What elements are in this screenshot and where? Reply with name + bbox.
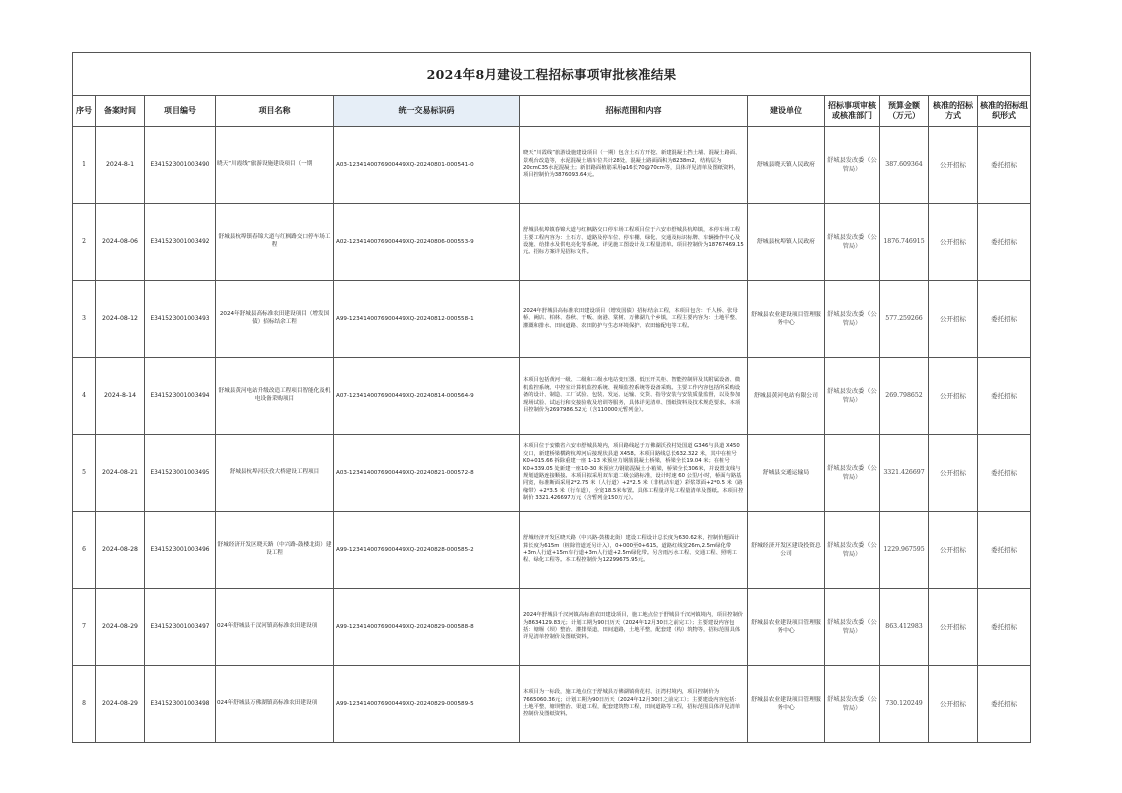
header-org: 核准的招标组织形式 (978, 96, 1031, 127)
row-org: 委托招标 (978, 204, 1031, 281)
page-title: 2024年8月建设工程招标事项审批核准结果 (73, 53, 1031, 96)
header-project-name: 项目名称 (216, 96, 334, 127)
row-scope: 本项目位于安徽省六安市舒城县境内，项目路线起于万佛湖沃孜村处国道 G346与县道 X450 交口，新建桥梁横跨杭埠河后接现状县道 X458。本项目路线总长632.322 米，其中在桩号 K0+015.66 拆除重建一座 1-13 米预应力钢筋混凝土桥梁，桥梁全长19.04 米；在桩号 K0+339.05 处新建一座10-30 米预应力钢筋混凝土小箱梁，桥梁全长306米，并设置支线与规划道路连接顺接。本项目拟采用双车道二级公路标准，设计时速 60 公里/小时，桥面与路基同宽，标准断面采用2*2.75 米（人行道）+2*2.5 米（非机动车道）彩浆罩面+2*0.5 米（路缘带）+2*3.5 米（行车道），全宽18.5米布置。具体工程量详见工程量清单及图纸。本项目控制价 3321.426697万元（含暂列金150万元）。 (520, 435, 748, 512)
row-date: 2024-08-28 (96, 512, 145, 589)
row-method: 公开招标 (929, 281, 978, 358)
table-body (73, 127, 1031, 743)
row-dept: 舒城县发改委（公管局） (825, 127, 880, 204)
header-scope: 招标范围和内容 (520, 96, 748, 127)
row-dept: 舒城县发改委（公管局） (825, 281, 880, 358)
header-unit: 建设单位 (748, 96, 825, 127)
table-row (73, 281, 1031, 358)
header-method: 核准的招标方式 (929, 96, 978, 127)
row-scope: 本项目包括黄河一级、二级和三级水电站变压器、低压开关柜、智能控制屏及其附属设备、微机监控系统、中控室计算机监控系统、视频监控系统等设备采购。主要工作内容包括所采购设备的设计、制造、工厂试验、包装、发运、运输、交货、指导安装与安装质量监督，以及参加现场试验、试运行和交接验收及培训等服务，具体详见清单、图纸资料及技术规范要求。本项目控制价为2697986.52元（含110000元暂列金）。 (520, 358, 748, 435)
row-no: 5 (73, 435, 96, 512)
row-unit: 舒城县农业建设项目管理服务中心 (748, 589, 825, 666)
table-row (73, 435, 1031, 512)
row-unit: 舒城县黄河电站有限公司 (748, 358, 825, 435)
header-dept: 招标事项审核或核准部门 (825, 96, 880, 127)
header-no: 序号 (73, 96, 96, 127)
row-project-name: 2024年舒城县高标准农田建设项目（增发国债）招标结余工程 (216, 281, 334, 358)
row-dept: 舒城县发改委（公管局） (825, 589, 880, 666)
row-method: 公开招标 (929, 589, 978, 666)
table-row (73, 512, 1031, 589)
header-amount: 预算金额（万元） (880, 96, 929, 127)
row-project-name: 024年舒城县万佛湖镇高标准农田建设项 (216, 666, 334, 743)
row-unit: 舒城县杭埠镇人民政府 (748, 204, 825, 281)
row-project-no: E341523001003495 (145, 435, 216, 512)
row-amount: 1876.746915 (880, 204, 929, 281)
row-project-no: E341523001003498 (145, 666, 216, 743)
header-date: 备案时间 (96, 96, 145, 127)
row-amount: 1229.967595 (880, 512, 929, 589)
row-trade-code: A03-1234140076900449XQ-20240821-000572-8 (334, 435, 520, 512)
row-project-no: E341523001003494 (145, 358, 216, 435)
row-date: 2024-08-29 (96, 589, 145, 666)
row-project-name: 舒城经济开发区晓天路（中兴路-鼓楼北街）建设工程 (216, 512, 334, 589)
table-row (73, 589, 1031, 666)
row-scope: 本项目为一标段，施工地点位于舒城县万佛湖镇荷花村、汪湾村境内，项目控制价为7665060.36元；计划工期为90日历天（2024年12月30日之前完工）；主要建设内容包括：土地平整，塘坝整治、渠道工程，配套建筑物工程，田间道路等工程，招标范围具体详见清单控制价及图纸资料。 (520, 666, 748, 743)
row-scope: 2024年舒城县高标准农田建设项目（增发国债）招标结余工程，本项目包含：千人桥、张母桥、阙店、柏林、春秋、干畈、南港、棠树、万佛湖九个乡镇，工程主要内容为：土地平整、灌溉和排水、田间道路、农田防护与生态环境保护、农田输配电等工程。 (520, 281, 748, 358)
row-date: 2024-08-06 (96, 204, 145, 281)
row-dept: 舒城县发改委（公管局） (825, 358, 880, 435)
row-method: 公开招标 (929, 358, 978, 435)
row-amount: 387.609364 (880, 127, 929, 204)
row-org: 委托招标 (978, 127, 1031, 204)
row-unit: 舒城县交通运输局 (748, 435, 825, 512)
row-amount: 863.412983 (880, 589, 929, 666)
row-org: 委托招标 (978, 358, 1031, 435)
row-project-no: E341523001003490 (145, 127, 216, 204)
row-method: 公开招标 (929, 435, 978, 512)
row-no: 1 (73, 127, 96, 204)
table-row (73, 666, 1031, 743)
row-org: 委托招标 (978, 666, 1031, 743)
row-project-name: 024年舒城县千汊河镇高标准农田建设项 (216, 589, 334, 666)
row-org: 委托招标 (978, 435, 1031, 512)
row-method: 公开招标 (929, 512, 978, 589)
row-method: 公开招标 (929, 127, 978, 204)
row-project-no: E341523001003492 (145, 204, 216, 281)
row-org: 委托招标 (978, 281, 1031, 358)
row-no: 2 (73, 204, 96, 281)
row-trade-code: A03-1234140076900449XQ-20240801-000541-0 (334, 127, 520, 204)
row-unit: 舒城县农业建设项目管理服务中心 (748, 281, 825, 358)
row-dept: 舒城县发改委（公管局） (825, 512, 880, 589)
row-method: 公开招标 (929, 666, 978, 743)
row-no: 7 (73, 589, 96, 666)
row-trade-code: A99-1234140076900449XQ-20240828-000585-2 (334, 512, 520, 589)
row-amount: 577.259266 (880, 281, 929, 358)
row-scope: 2024年舒城县千汊河镇高标准农田建设项目，施工地点位于舒城县千汊河镇境内，项目控制价为8634129.83元；计划工期为90日历天（2024年12月30日之前完工）；主要建设内容包括：塘堰（坝）整治、灌排渠道，田间道路，土地平整，配套建（构）筑物等，招标范围具体详见清单控制价及图纸资料。 (520, 589, 748, 666)
row-project-name: 舒城县黄河电站升级改造工程项目智能化及机电设备采购项目 (216, 358, 334, 435)
row-scope: 晓天“川霞线”旅游设施建设项目（一期）包含土石方开挖、新建混凝土挡土墙、混凝土路面、景观台改造等，水泥混凝土墙车位共计28处，混凝土路面面积为8238m2，结构层为20cmC35水泥混凝土；新旧路面植筋采用φ16长70@70cm等，具体详见清单及图纸资料，项目控制价为3876093.64元。 (520, 127, 748, 204)
row-date: 2024-8-14 (96, 358, 145, 435)
row-project-name: 舒城县杭埠河沃孜大桥建设工程项目 (216, 435, 334, 512)
row-org: 委托招标 (978, 512, 1031, 589)
row-amount: 730.120249 (880, 666, 929, 743)
row-unit: 舒城县晓天镇人民政府 (748, 127, 825, 204)
row-unit: 舒城县农业建设项目管理服务中心 (748, 666, 825, 743)
table-row (73, 204, 1031, 281)
row-project-name: 晓天“川霞线”旅游设施建设项目（一期 (216, 127, 334, 204)
row-trade-code: A99-1234140076900449XQ-20240829-000589-5 (334, 666, 520, 743)
table-row (73, 127, 1031, 204)
row-project-name: 舒城县杭埠镇春锦大道与红枫路交口停车场工程 (216, 204, 334, 281)
row-project-no: E341523001003497 (145, 589, 216, 666)
row-dept: 舒城县发改委（公管局） (825, 435, 880, 512)
row-date: 2024-8-1 (96, 127, 145, 204)
row-amount: 269.798652 (880, 358, 929, 435)
row-unit: 舒城经济开发区建设投资总公司 (748, 512, 825, 589)
row-date: 2024-08-12 (96, 281, 145, 358)
row-trade-code: A99-1234140076900449XQ-20240829-000588-8 (334, 589, 520, 666)
approval-results-table (72, 52, 1031, 743)
table-row (73, 358, 1031, 435)
row-dept: 舒城县发改委（公管局） (825, 204, 880, 281)
row-org: 委托招标 (978, 589, 1031, 666)
row-no: 4 (73, 358, 96, 435)
header-trade-code: 统一交易标识码 (334, 96, 520, 127)
row-no: 8 (73, 666, 96, 743)
row-trade-code: A07-1234140076900449XQ-20240814-000564-9 (334, 358, 520, 435)
row-method: 公开招标 (929, 204, 978, 281)
row-scope: 舒城经济开发区晓天路（中兴路-鼓楼北街）建设工程设计总长度为630.62米，控制价题面计算长度为615m（桩除管道近另计入），0+000至0+615。道路红线宽26m,2.5m绿化带+3m人行道+15m车行道+3m人行道+2.5m绿化带。另含雨污水工程、交通工程、照明工程、绿化工程等。本工程控制价为12299675.95元。 (520, 512, 748, 589)
row-date: 2024-08-21 (96, 435, 145, 512)
row-dept: 舒城县发改委（公管局） (825, 666, 880, 743)
row-trade-code: A02-1234140076900449XQ-20240806-000553-9 (334, 204, 520, 281)
row-project-no: E341523001003493 (145, 281, 216, 358)
table-header-row (73, 96, 1031, 127)
row-amount: 3321.426697 (880, 435, 929, 512)
row-no: 6 (73, 512, 96, 589)
row-project-no: E341523001003496 (145, 512, 216, 589)
header-project-no: 项目编号 (145, 96, 216, 127)
row-scope: 舒城县杭埠镇春锦大道与红枫路交口停车场工程项目位于六安市舒城县杭埠镇，本停车场工程主要工程内容为：土石方、道路及停车位、停车棚、绿化、交通及标识标牌、车辆操作中心及设施、给排水及供电亮化等系统。详见施工图设计及工程量清单。项目控制价为18767469.15元。招标方案详见招标文件。 (520, 204, 748, 281)
row-no: 3 (73, 281, 96, 358)
row-date: 2024-08-29 (96, 666, 145, 743)
row-trade-code: A99-1234140076900449XQ-20240812-000558-1 (334, 281, 520, 358)
